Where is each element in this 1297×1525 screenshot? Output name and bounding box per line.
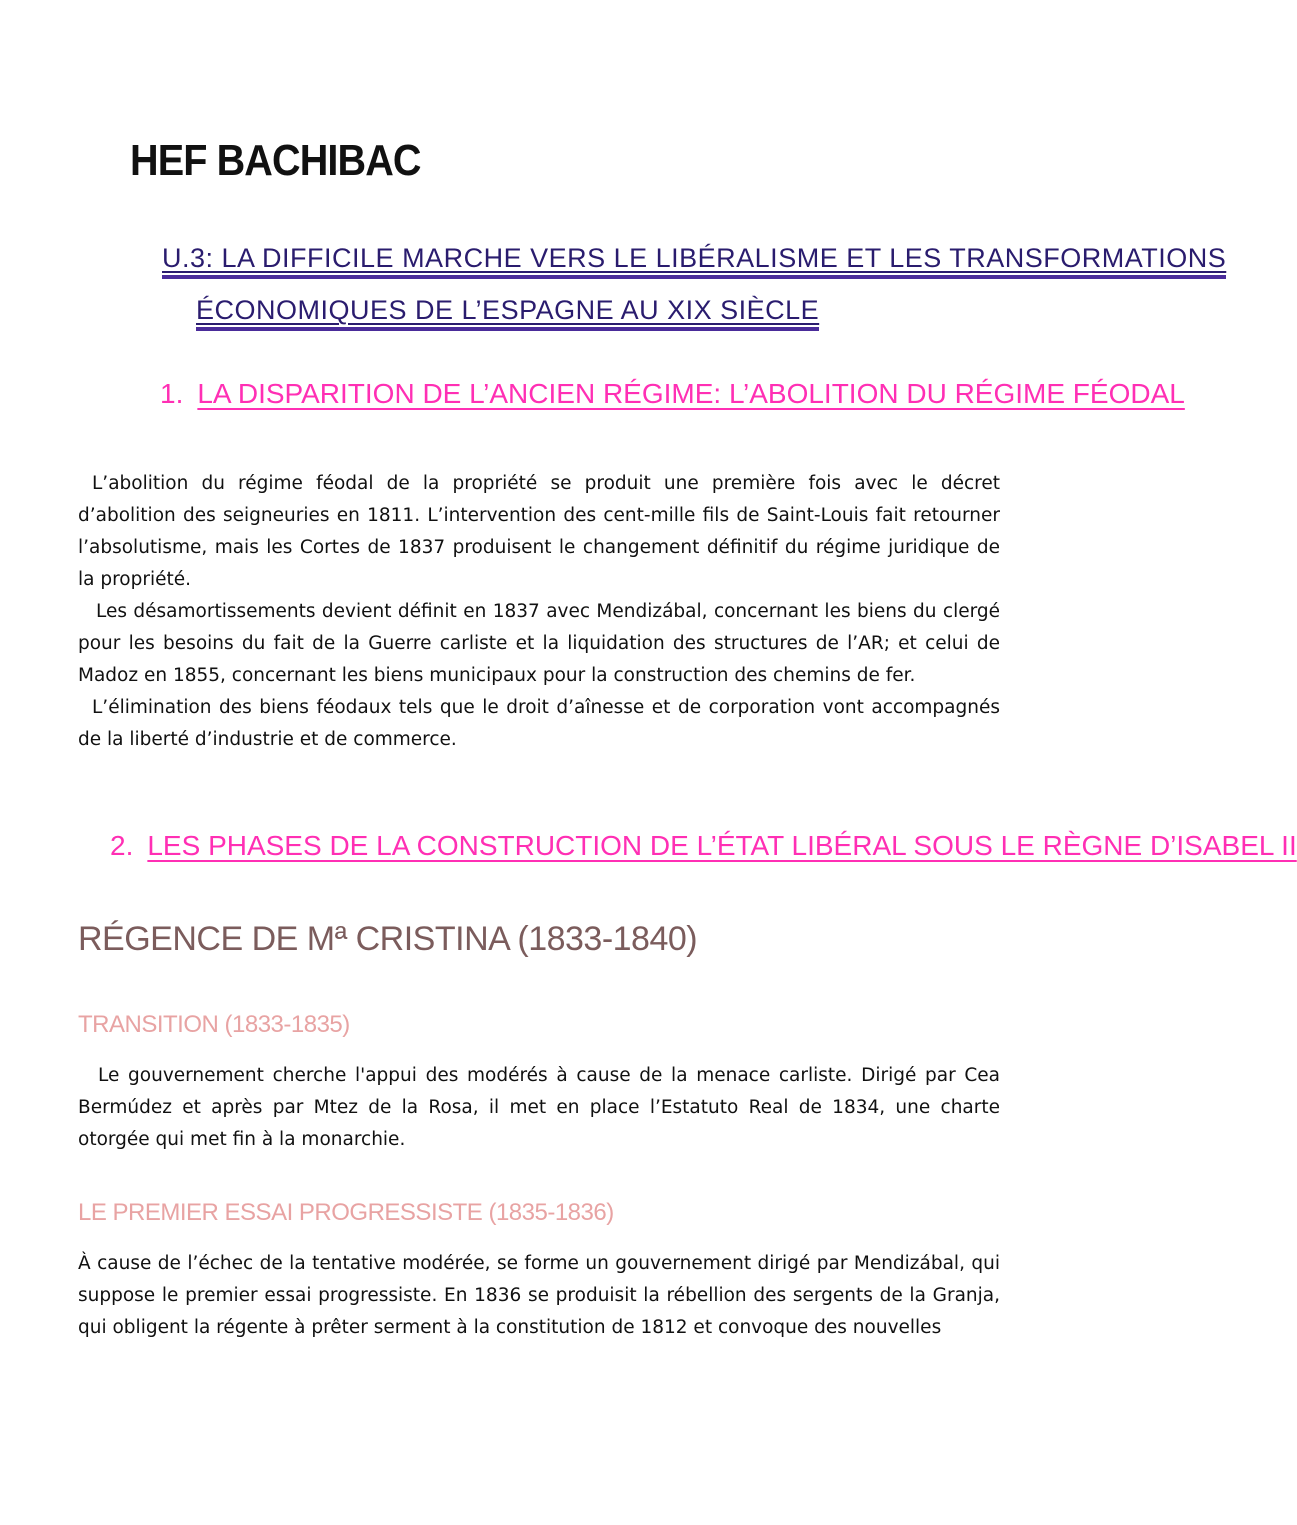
unit-title-line-2: ÉCONOMIQUES DE L’ESPAGNE AU XIX SIÈCLE	[196, 295, 819, 331]
unit-title-line-1: U.3: LA DIFFICILE MARCHE VERS LE LIBÉRALISME ET LES TRANSFORMATIONS	[162, 243, 1226, 279]
section-1-paragraph-3: L’élimination des biens féodaux tels que le droit d’aînesse et de corporation vont accompagnés de la liberté d’industrie et de commerce.	[78, 697, 1000, 750]
transition-paragraph: Le gouvernement cherche l'appui des modérés à cause de la menace carliste. Dirigé par Cea Bermúdez et après par Mtez de la Rosa, il met en place l’Estatuto Real de 1834, une charte otorgée qui met fin à la monarchie.	[78, 1065, 1000, 1150]
section-2-number: 2.	[110, 830, 134, 861]
regency-heading: RÉGENCE DE Mª CRISTINA (1833-1840)	[78, 920, 698, 958]
document-title: HEF BACHIBAC	[130, 136, 421, 185]
section-1-heading	[160, 378, 1185, 410]
unit-title	[162, 232, 1227, 336]
section-2-heading	[110, 830, 1297, 862]
section-1-number: 1.	[160, 378, 184, 409]
section-1-title: LA DISPARITION DE L’ANCIEN RÉGIME: L’ABOLITION DU RÉGIME FÉODAL	[197, 378, 1185, 409]
progressive-essay-paragraph: À cause de l’échec de la tentative modérée, se forme un gouvernement dirigé par Mendizábal, qui suppose le premier essai progressiste. En 1836 se produisit la rébellion des sergents de la Granja, qui obligent la régente à prêter serment à la constitution de 1812 et convoque des nouvelles	[78, 1253, 1000, 1338]
section-2-title: LES PHASES DE LA CONSTRUCTION DE L’ÉTAT LIBÉRAL SOUS LE RÈGNE D’ISABEL II	[147, 830, 1297, 861]
section-1-paragraph-2: Les désamortissements devient définit en 1837 avec Mendizábal, concernant les biens du clergé pour les besoins du fait de la Guerre carliste et la liquidation des structures de l’AR; et celui de Madoz en 1855, concernant les biens municipaux pour la construction des chemins de fer.	[78, 601, 1000, 686]
section-1-paragraph-1: L’abolition du régime féodal de la propriété se produit une première fois avec le décret d’abolition des seigneuries en 1811. L’intervention des cent-mille fils de Saint-Louis fait retourner l’absolutisme, mais les Cortes de 1837 produisent le changement définitif du régime juridique de la propriété.	[78, 473, 1000, 590]
progressive-essay-heading: LE PREMIER ESSAI PROGRESSISTE (1835-1836)	[78, 1199, 614, 1226]
transition-heading: TRANSITION (1833-1835)	[78, 1011, 350, 1038]
